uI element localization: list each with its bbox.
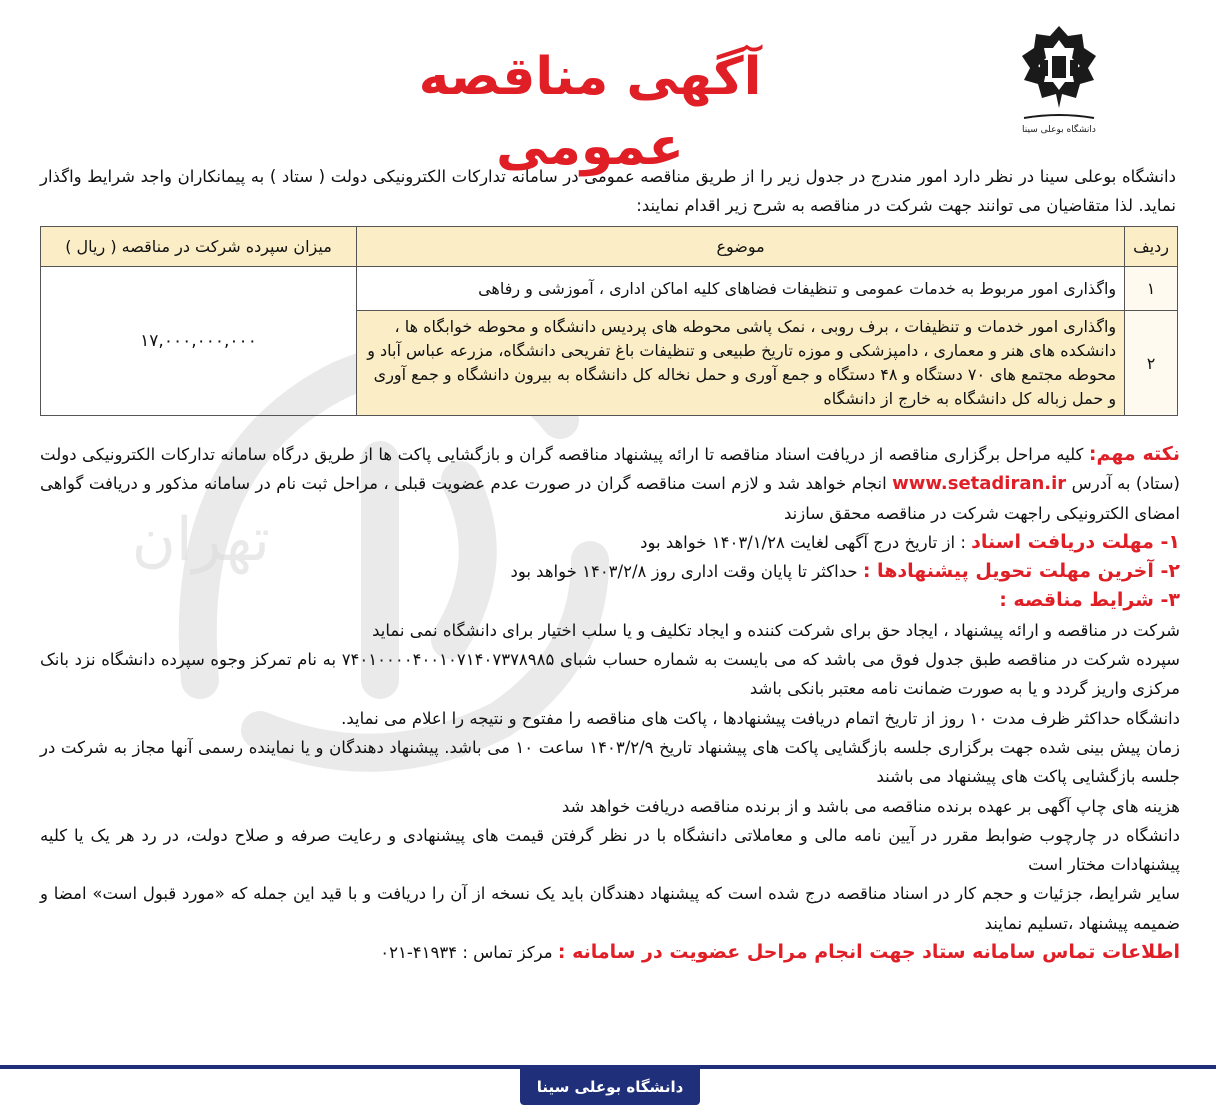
tender-table (40, 226, 1178, 416)
condition-item: دانشگاه در چارچوب ضوابط مقرر در آیین نامه مالی و معاملاتی دانشگاه با در نظر گرفتن قیمت های پیشنهادی و رعایت صرفه و صلاح دولت، در رد هر یک یا کلیه پیشنهادات مختار است (40, 825, 1180, 875)
row-number: ۲ (1125, 311, 1178, 416)
university-seal-icon (1010, 22, 1108, 140)
header-row-number: ردیف (1125, 227, 1178, 267)
header-subject: موضوع (357, 227, 1125, 267)
conditions-heading (40, 586, 1180, 615)
page-title: آگهی مناقصه عمومی (418, 47, 762, 177)
deadline-documents-text: : از تاریخ درج آگهی لغایت ۱۴۰۳/۱/۲۸ خواهد بود (640, 532, 966, 552)
deadline-offers (40, 557, 1180, 586)
condition-item: هزینه های چاپ آگهی بر عهده برنده مناقصه می باشد و از برنده مناقصه دریافت خواهد شد (561, 796, 1180, 816)
logo-caption: دانشگاه بوعلی سینا (1022, 125, 1096, 135)
important-note (40, 440, 1180, 528)
row-subject: واگذاری امور خدمات و تنظیفات ، برف روبی ، نمک پاشی محوطه های پردیس دانشگاه و محوطه خوابگاه ها ، دانشکده های هنر و معماری ، دامپزشکی و موزه تاریخ طبیعی و تنظیفات باغ تفریحی دانشگاه، مزرعه عباس آباد و محوطه مجتمع های ۷۰ دستگاه و ۴۸ دستگاه و جمع آوری و حمل نخاله کل دانشگاه به بیرون دانشگاه و جمع آوری و حمل زباله کل دانشگاه به خارج از دانشگاه (357, 311, 1125, 416)
condition-item: سپرده شرکت در مناقصه طبق جدول فوق می باشد که می بایست به شماره حساب شبای ۷۴۰۱۰۰۰۰۴۰۰۱۰۷۱۴۰۷۳۷۸۹۸۵ به نام تمرکز وجوه سپرده دانشگاه نزد بانک مرکزی واریز گردد و یا به صورت ضمانت نامه معتبر بانکی باشد (40, 650, 1181, 699)
table-row (41, 267, 1178, 311)
row-number: ۱ (1125, 267, 1178, 311)
watermark-text: تهران (131, 505, 270, 575)
deadline-offers-text: حداکثر تا پایان وقت اداری روز ۱۴۰۳/۲/۸ خواهد بود (510, 562, 858, 582)
header (0, 0, 1216, 177)
deadline-documents-label: ۱- مهلت دریافت اسناد (971, 530, 1180, 553)
deposit-amount: ۱۷,۰۰۰,۰۰۰,۰۰۰ (41, 267, 357, 416)
note-text-1: کلیه مراحل برگزاری مناقصه از دریافت اسناد مناقصه تا ارائه پیشنهاد مناقصه گران و بازگشایی پاکت ها از طریق درگاه سامانه تدارکات الکترونیکی دولت (ستاد) به آدرس (40, 445, 1180, 494)
condition-item: دانشگاه حداکثر ظرف مدت ۱۰ روز از تاریخ اتمام دریافت پیشنهادها ، پاکت های مناقصه را مفتوح و نتیجه را اعلام می نماید. (341, 708, 1180, 728)
footer-label: دانشگاه بوعلی سینا (520, 1069, 700, 1105)
table-header-row (41, 227, 1178, 267)
deadline-documents (40, 528, 1180, 557)
intro-paragraph: دانشگاه بوعلی سینا در نظر دارد امور مندرج در جدول زیر را از طریق مناقصه عمومی در سامانه تدارکات الکترونیکی دولت ( ستاد ) به پیمانکاران واجد شرایط واگذار نماید. لذا متقاضیان می توانند جهت شرکت در مناقصه به شرح زیر اقدام نمایند: (40, 167, 1176, 215)
contact-text: مرکز تماس : ۴۱۹۳۴-۰۲۱ (380, 943, 553, 963)
row-subject: واگذاری امور مربوط به خدمات عمومی و تنظیفات فضاهای کلیه اماکن اداری ، آموزشی و رفاهی (357, 267, 1125, 311)
condition-item: سایر شرایط، جزئیات و حجم کار در اسناد مناقصه درج شده است که پیشنهاد دهندگان باید یک نسخه از آن را دریافت و با قید این جمله که «مورد قبول است» امضا و ضمیمه پیشنهاد ،تسلیم نمایند (40, 884, 1180, 933)
deadline-offers-label: ۲- آخرین مهلت تحویل پیشنهادها : (862, 560, 1180, 583)
note-label: نکته مهم: (1088, 443, 1180, 465)
header-deposit: میزان سپرده شرکت در مناقصه ( ریال ) (41, 227, 357, 267)
footer (0, 1065, 1216, 1110)
contact-info (40, 938, 1180, 967)
contact-label: اطلاعات تماس سامانه ستاد جهت انجام مراحل عضویت در سامانه : (557, 941, 1180, 964)
condition-item: شرکت در مناقصه و ارائه پیشنهاد ، ایجاد حق برای شرکت کننده و ایجاد تکلیف و یا سلب اختیار برای دانشگاه نمی نماید (372, 620, 1180, 640)
conditions-label: ۳- شرایط مناقصه : (999, 589, 1180, 612)
condition-item: زمان پیش بینی شده جهت برگزاری جلسه بازگشایی پاکت های پیشنهاد تاریخ ۱۴۰۳/۲/۹ ساعت ۱۰ می باشد. پیشنهاد دهندگان و یا نماینده رسمی آنها مجاز به شرکت در جلسه بازگشایی پاکت های پیشنهاد می باشند (40, 737, 1181, 787)
logo (1010, 22, 1108, 140)
setad-url-link[interactable]: www.setadiran.ir (892, 473, 1067, 495)
note-text-2: انجام خواهد شد و لازم است مناقصه گران در صورت عدم عضویت قبلی ، مراحل ثبت نام در سامانه مذکور و دریافت گواهی امضای الکترونیکی راجهت شرکت در مناقصه محقق سازند (40, 474, 1180, 523)
announcement-body (40, 440, 1180, 967)
